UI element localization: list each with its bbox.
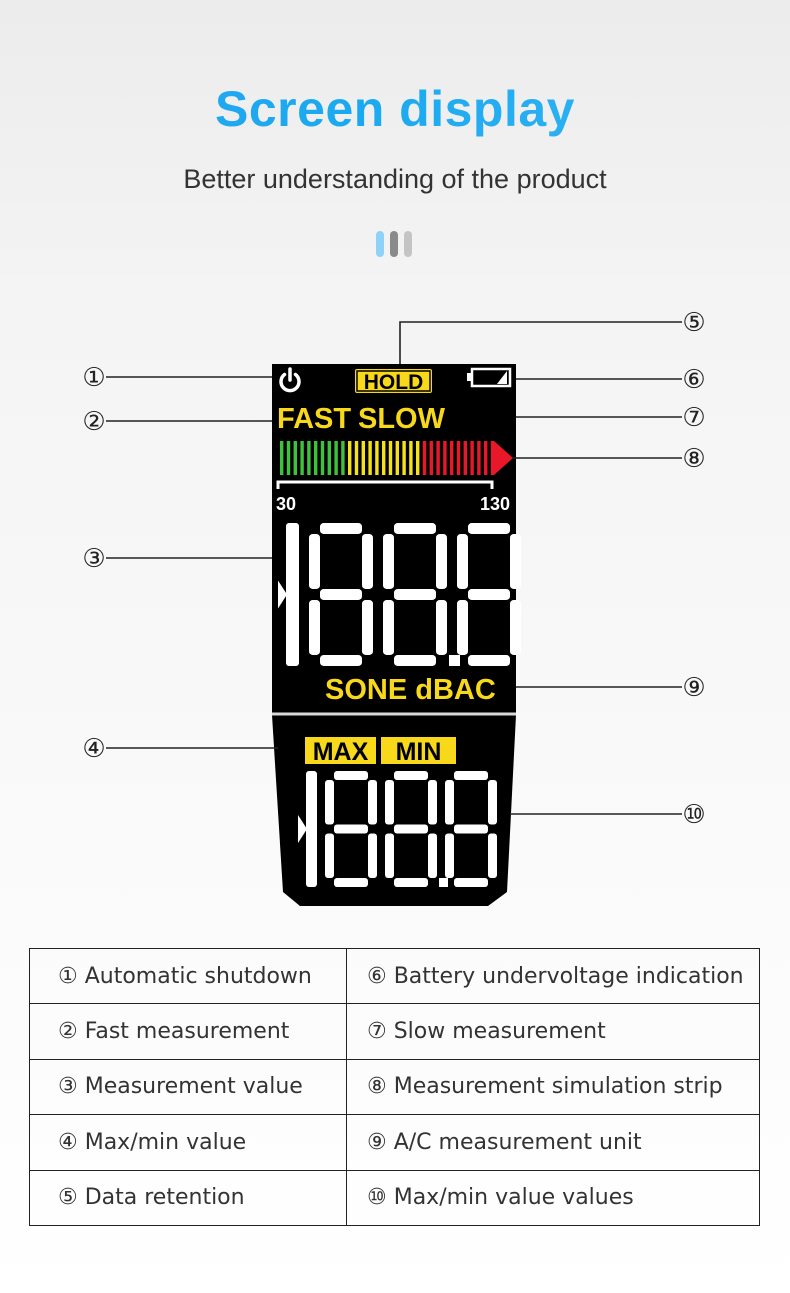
bar-segment (402, 441, 405, 475)
max-label: MAX (312, 738, 369, 766)
page-subtitle: Better understanding of the product (183, 164, 607, 194)
digit-segment (454, 878, 488, 887)
digit-segment (468, 589, 510, 600)
legend-table (29, 948, 760, 1226)
digit-segment (362, 534, 373, 589)
digit-segment (368, 834, 377, 879)
bar-segment (484, 441, 487, 475)
dot-dark (390, 231, 398, 257)
digit-segment (510, 600, 521, 655)
legend-cell: ③ Measurement value (30, 1059, 347, 1114)
decimal-point (449, 655, 460, 666)
bar-segment (280, 441, 283, 475)
bar-segment (307, 441, 310, 475)
table-row (30, 949, 760, 1004)
table-row (30, 1115, 760, 1170)
legend-cell: ① Automatic shutdown (30, 949, 347, 1004)
decorative-dots (376, 231, 412, 257)
legend-cell: ⑩ Max/min value values (347, 1170, 760, 1225)
callout-9: ⑨ (682, 673, 706, 703)
digit-segment (445, 834, 454, 879)
bar-segment (294, 441, 297, 475)
digit-segment (468, 523, 510, 534)
callout-7: ⑦ (682, 403, 706, 433)
callout-3: ③ (82, 544, 106, 574)
bar-segment (409, 441, 412, 475)
digit-segment (468, 655, 510, 666)
callout-4: ④ (82, 734, 106, 764)
digit-one (286, 523, 299, 666)
legend-cell: ⑨ A/C measurement unit (347, 1115, 760, 1170)
digit-segment (334, 878, 368, 887)
callout-1: ① (82, 363, 106, 393)
digit-segment (394, 771, 428, 780)
table-row (30, 1059, 760, 1114)
bar-segment (300, 441, 303, 475)
digit-segment (325, 780, 334, 825)
bar-segment (436, 441, 439, 475)
decimal-point (439, 878, 448, 887)
bar-segment (355, 441, 358, 475)
digit-one (306, 771, 317, 887)
scale-max: 130 (479, 494, 510, 514)
slow-label: SLOW (358, 403, 445, 435)
digit-segment (428, 834, 437, 879)
legend-cell: ⑤ Data retention (30, 1170, 347, 1225)
bar-segment (348, 441, 351, 475)
digit-segment (436, 534, 447, 589)
digit-segment (320, 655, 362, 666)
digit-segment (362, 600, 373, 655)
table-row (30, 1004, 760, 1059)
page-title: Screen display (0, 80, 790, 138)
scale-min: 30 (276, 494, 297, 514)
legend-cell: ⑦ Slow measurement (347, 1004, 760, 1059)
bar-segment (321, 441, 324, 475)
digit-segment (510, 534, 521, 589)
bar-segment (328, 441, 331, 475)
bar-segment (362, 441, 365, 475)
bar-segment (368, 441, 371, 475)
digit-segment (488, 780, 497, 825)
digit-segment (320, 523, 362, 534)
dot-light (404, 231, 412, 257)
hold-label: HOLD (363, 371, 424, 394)
digit-segment (325, 834, 334, 879)
bar-segment (470, 441, 473, 475)
digit-segment (457, 534, 468, 589)
bar-segment (477, 441, 480, 475)
digit-segment (368, 780, 377, 825)
digit-segment (394, 825, 428, 834)
bar-segment (416, 441, 419, 475)
callout-10: ⑩ (682, 800, 706, 830)
bar-segment (341, 441, 344, 475)
bar-segment (287, 441, 290, 475)
digit-segment (383, 534, 394, 589)
digit-segment (454, 771, 488, 780)
digit-segment (445, 780, 454, 825)
dot-blue (376, 231, 384, 257)
min-label: MIN (395, 738, 442, 766)
bar-segment (314, 441, 317, 475)
digit-segment (394, 589, 436, 600)
bar-segment (375, 441, 378, 475)
legend-cell: ⑥ Battery undervoltage indication (347, 949, 760, 1004)
digit-segment (334, 771, 368, 780)
bar-segment (389, 441, 392, 475)
callout-5: ⑤ (682, 308, 706, 338)
digit-segment (334, 825, 368, 834)
bar-segment (443, 441, 446, 475)
digit-segment (454, 825, 488, 834)
digit-segment (309, 600, 320, 655)
callout-2: ② (82, 407, 106, 437)
legend-cell: ② Fast measurement (30, 1004, 347, 1059)
bar-segment (464, 441, 467, 475)
digit-segment (394, 523, 436, 534)
legend-cell: ④ Max/min value (30, 1115, 347, 1170)
bar-segment (450, 441, 453, 475)
digit-segment (394, 655, 436, 666)
digit-segment (309, 534, 320, 589)
units-label: SONE dBAC (325, 674, 496, 706)
digit-segment (428, 780, 437, 825)
bar-segment (396, 441, 399, 475)
fast-label: FAST (277, 403, 352, 435)
digit-segment (383, 600, 394, 655)
lcd-diagram (0, 300, 790, 920)
bar-segment (457, 441, 460, 475)
callout-8: ⑧ (682, 444, 706, 474)
callout-6: ⑥ (682, 365, 706, 395)
bar-segment (430, 441, 433, 475)
bar-segment (491, 441, 494, 475)
digit-segment (457, 600, 468, 655)
bar-segment (382, 441, 385, 475)
legend-cell: ⑧ Measurement simulation strip (347, 1059, 760, 1114)
digit-segment (488, 834, 497, 879)
digit-segment (394, 878, 428, 887)
digit-segment (436, 600, 447, 655)
digit-segment (385, 834, 394, 879)
digit-segment (385, 780, 394, 825)
table-row (30, 1170, 760, 1225)
bar-segment (334, 441, 337, 475)
digit-segment (320, 589, 362, 600)
bar-segment (423, 441, 426, 475)
